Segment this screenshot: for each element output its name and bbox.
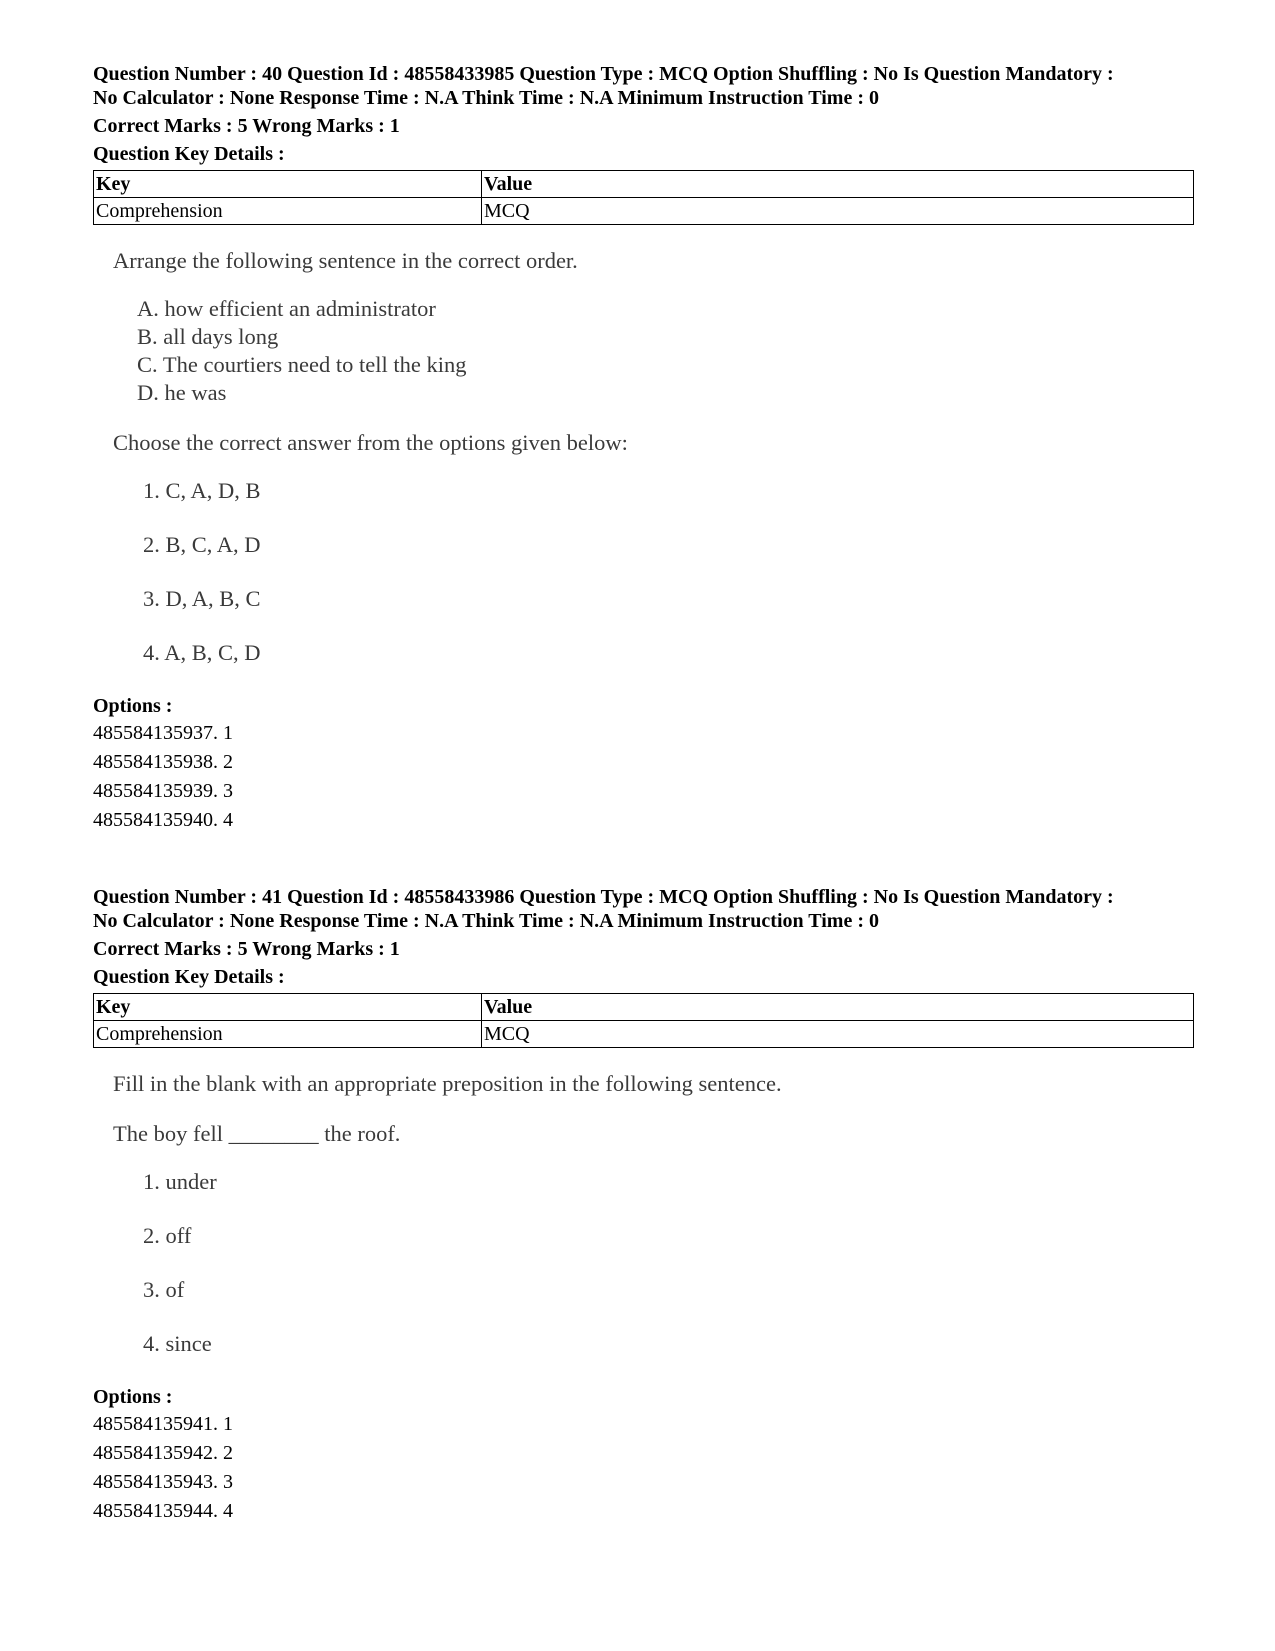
answer-choice-list xyxy=(143,477,1193,693)
question-block xyxy=(93,885,1193,1526)
options-label: Options : xyxy=(93,695,173,717)
statement-item: B. all days long xyxy=(137,324,279,349)
table-header-value: Value xyxy=(482,171,1194,198)
table-header-key: Key xyxy=(94,171,482,198)
choose-instruction: Choose the correct answer from the options given below: xyxy=(113,430,628,455)
answer-choice-list xyxy=(143,1168,1193,1384)
table-cell-value: MCQ xyxy=(482,1021,1194,1048)
question-header-line1: Question Number : 41 Question Id : 48558433986 Question Type : MCQ Option Shuffling : No Is Question Mandatory : xyxy=(93,886,1114,908)
statement-list xyxy=(137,295,1193,407)
key-details-label: Question Key Details : xyxy=(93,966,285,988)
question-header-line2: No Calculator : None Response Time : N.A Think Time : N.A Minimum Instruction Time : 0 xyxy=(93,87,879,109)
answer-choice: 2. off xyxy=(143,1223,192,1248)
question-image xyxy=(113,1070,1193,1384)
statement-item: D. he was xyxy=(137,380,227,405)
answer-choice: 1. C, A, D, B xyxy=(143,478,261,503)
table-header-key: Key xyxy=(94,994,482,1021)
answer-choice: 3. D, A, B, C xyxy=(143,586,261,611)
option-id: 485584135944. 4 xyxy=(93,1500,233,1522)
table-cell-key: Comprehension xyxy=(94,198,482,225)
option-id: 485584135943. 3 xyxy=(93,1471,233,1493)
fill-blank-sentence: The boy fell ________ the roof. xyxy=(113,1121,401,1146)
option-id: 485584135939. 3 xyxy=(93,780,233,802)
key-details-table xyxy=(93,170,1194,225)
question-prompt: Arrange the following sentence in the correct order. xyxy=(113,248,578,273)
key-details-table xyxy=(93,993,1194,1048)
answer-choice: 2. B, C, A, D xyxy=(143,532,261,557)
option-id: 485584135941. 1 xyxy=(93,1413,233,1435)
table-header-row xyxy=(94,171,1194,198)
answer-choice: 4. A, B, C, D xyxy=(143,640,261,665)
question-block xyxy=(93,62,1193,835)
answer-choice: 3. of xyxy=(143,1277,185,1302)
table-cell-value: MCQ xyxy=(482,198,1194,225)
table-header-row xyxy=(94,994,1194,1021)
answer-choice: 1. under xyxy=(143,1169,217,1194)
options-label: Options : xyxy=(93,1386,173,1408)
question-prompt: Fill in the blank with an appropriate preposition in the following sentence. xyxy=(113,1071,782,1096)
option-id: 485584135940. 4 xyxy=(93,809,233,831)
answer-choice: 4. since xyxy=(143,1331,212,1356)
question-header-line1: Question Number : 40 Question Id : 48558433985 Question Type : MCQ Option Shuffling : No Is Question Mandatory : xyxy=(93,63,1114,85)
table-cell-key: Comprehension xyxy=(94,1021,482,1048)
statement-item: C. The courtiers need to tell the king xyxy=(137,352,467,377)
statement-item: A. how efficient an administrator xyxy=(137,296,436,321)
option-id: 485584135942. 2 xyxy=(93,1442,233,1464)
option-id: 485584135937. 1 xyxy=(93,722,233,744)
key-details-label: Question Key Details : xyxy=(93,143,285,165)
marks-line: Correct Marks : 5 Wrong Marks : 1 xyxy=(93,938,400,960)
table-row xyxy=(94,1021,1194,1048)
marks-line: Correct Marks : 5 Wrong Marks : 1 xyxy=(93,115,400,137)
question-header-line2: No Calculator : None Response Time : N.A Think Time : N.A Minimum Instruction Time : 0 xyxy=(93,910,879,932)
table-header-value: Value xyxy=(482,994,1194,1021)
question-image xyxy=(113,247,1193,693)
option-id: 485584135938. 2 xyxy=(93,751,233,773)
table-row xyxy=(94,198,1194,225)
